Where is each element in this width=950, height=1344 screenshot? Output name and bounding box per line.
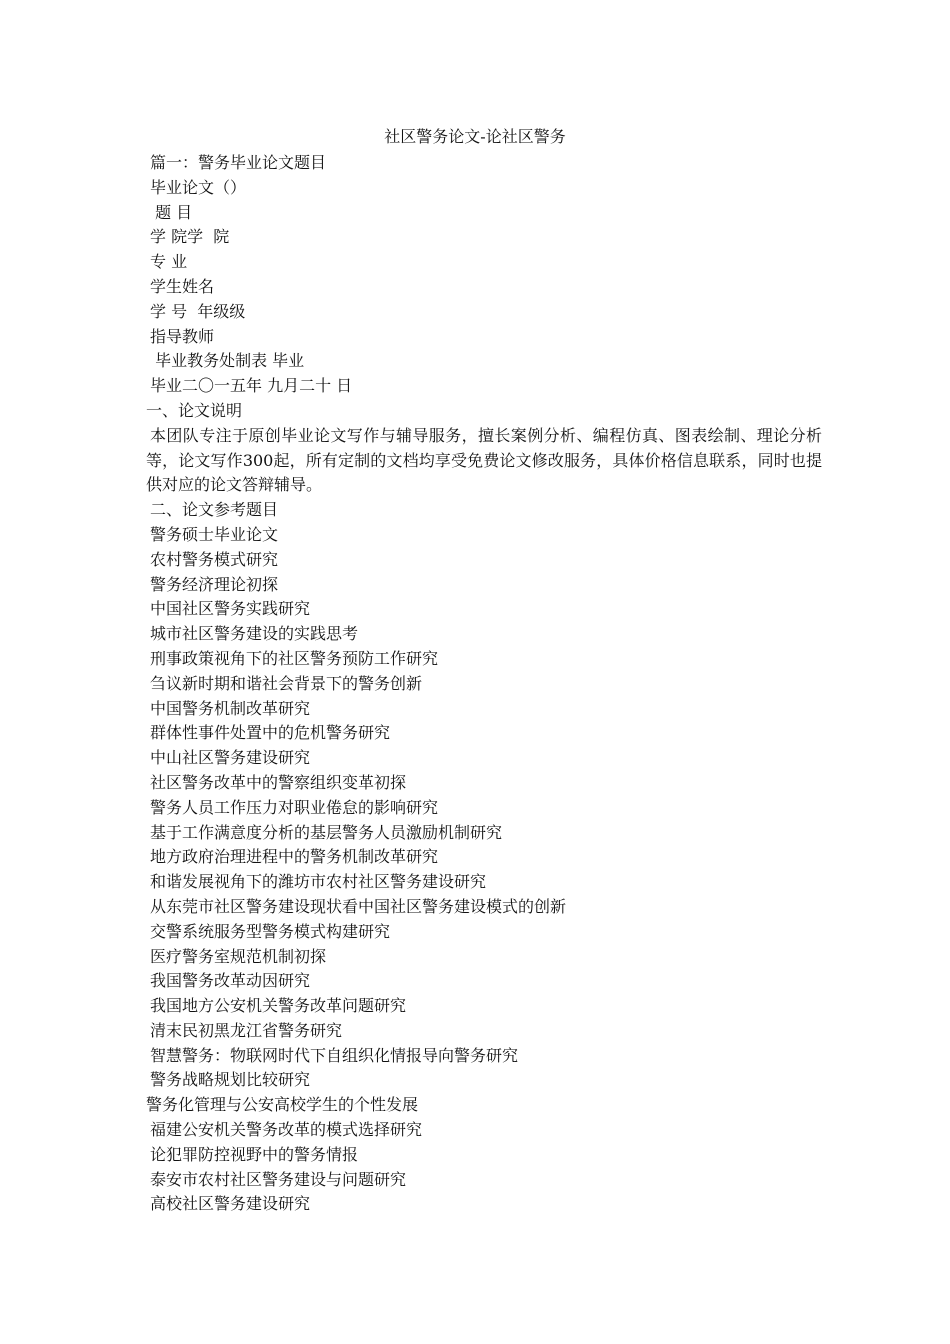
- topic-item: 刑事政策视角下的社区警务预防工作研究: [150, 648, 439, 668]
- topic-item: 地方政府治理进程中的警务机制改革研究: [150, 847, 439, 867]
- topic-item: 智慧警务：物联网时代下自组织化情报导向警务研究: [150, 1045, 519, 1065]
- document-body: [146, 151, 826, 1217]
- thesis-label: 毕业论文（）: [150, 177, 247, 197]
- topic-item: 农村警务模式研究: [150, 549, 279, 569]
- topic-item: 警务人员工作压力对职业倦怠的影响研究: [150, 797, 439, 817]
- topic-item: 警务化管理与公安高校学生的个性发展: [146, 1095, 419, 1115]
- section-heading-1: 篇一：警务毕业论文题目: [150, 153, 327, 172]
- field-advisor: 指导教师: [150, 326, 215, 346]
- topic-item: 警务战略规划比较研究: [150, 1070, 311, 1090]
- form-origin-note: 毕业教务处制表 毕业: [150, 351, 305, 371]
- date-line: 毕业二〇一五年 九月二十 日: [150, 376, 353, 396]
- topic-list: [146, 523, 826, 1217]
- topic-item: 警务硕士毕业论文: [150, 524, 279, 544]
- topic-item: 交警系统服务型警务模式构建研究: [150, 921, 391, 941]
- field-college: 学 院学 院: [150, 227, 230, 247]
- field-student-id: 学 号 年级级: [150, 301, 246, 321]
- topic-item: 基于工作满意度分析的基层警务人员激励机制研究: [150, 822, 503, 842]
- topic-item: 警务经济理论初探: [150, 574, 279, 594]
- topic-item: 论犯罪防控视野中的警务情报: [150, 1144, 359, 1164]
- topic-item: 城市社区警务建设的实践思考: [150, 624, 359, 644]
- topic-item: 群体性事件处置中的危机警务研究: [150, 723, 391, 743]
- topic-item: 刍议新时期和谐社会背景下的警务创新: [150, 673, 423, 693]
- topic-item: 中国社区警务实践研究: [150, 599, 311, 619]
- topic-item: 中国警务机制改革研究: [150, 698, 311, 718]
- topic-item: 我国警务改革动因研究: [150, 971, 311, 991]
- topic-item: 高校社区警务建设研究: [150, 1194, 311, 1214]
- topic-item: 和谐发展视角下的潍坊市农村社区警务建设研究: [150, 872, 487, 892]
- field-student-name: 学生姓名: [150, 276, 215, 296]
- topic-item: 泰安市农村社区警务建设与问题研究: [150, 1169, 407, 1189]
- topic-item: 社区警务改革中的警察组织变革初探: [150, 772, 407, 792]
- field-major: 专 业: [150, 252, 188, 272]
- topic-item: 我国地方公安机关警务改革问题研究: [150, 996, 407, 1016]
- section-heading-topics: 二、论文参考题目: [150, 500, 279, 520]
- topic-item: 从东莞市社区警务建设现状看中国社区警务建设模式的创新: [150, 896, 567, 916]
- topic-item: 中山社区警务建设研究: [150, 748, 311, 768]
- document-title: 社区警务论文-论社区警务: [384, 127, 566, 146]
- section-heading-description: 一、论文说明: [146, 400, 243, 420]
- topic-item: 医疗警务室规范机制初探: [150, 946, 327, 966]
- topic-item: 福建公安机关警务改革的模式选择研究: [150, 1120, 423, 1140]
- topic-item: 清末民初黑龙江省警务研究: [150, 1020, 343, 1040]
- description-paragraph: 本团队专注于原创毕业论文写作与辅导服务，擅长案例分析、编程仿真、图表绘制、理论分析等，论文写作300起，所有定制的文档均享受免费论文修改服务，具体价格信息联系，同时也提供对应的论文答辩辅导。: [146, 425, 822, 495]
- field-title: 题 目: [150, 202, 193, 222]
